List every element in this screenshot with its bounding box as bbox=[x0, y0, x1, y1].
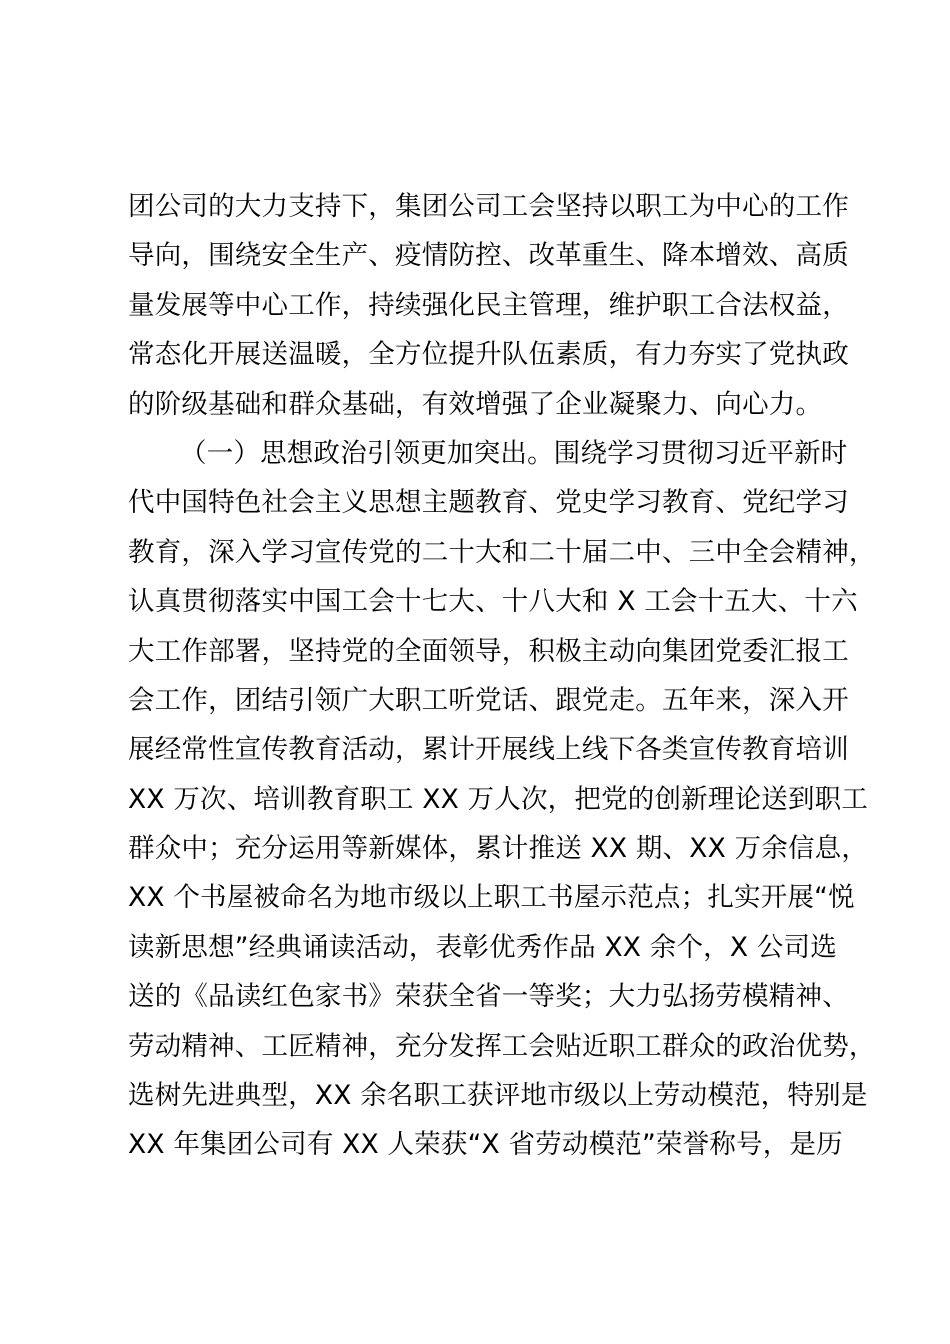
text-line: 认真贯彻落实中国工会十七大、十八大和 X 工会十五大、十六 bbox=[128, 586, 858, 618]
text-line: 读新思想”经典诵读活动，表彰优秀作品 XX 余个，X 公司选 bbox=[128, 931, 837, 963]
text-line: 教育，深入学习宣传党的二十大和二十届二中、三中全会精神， bbox=[128, 536, 876, 568]
text-line: XX 个书屋被命名为地市级以上职工书屋示范点；扎实开展“悦 bbox=[128, 882, 855, 914]
text-line: 选树先进典型，XX 余名职工获评地市级以上劳动模范，特别是 bbox=[128, 1080, 868, 1112]
text-line: 量发展等中心工作，持续强化民主管理，维护职工合法权益， bbox=[128, 289, 849, 321]
text-line: XX 万次、培训教育职工 XX 万人次，把党的创新理论送到职工 bbox=[128, 783, 869, 815]
text-line: 团公司的大力支持下，集团公司工会坚持以职工为中心的工作 bbox=[128, 191, 849, 222]
body-text bbox=[128, 182, 876, 1170]
text-line: 展经常性宣传教育活动，累计开展线上线下各类宣传教育培训 bbox=[128, 734, 849, 766]
section-heading-line: （一）思想政治引领更加突出。围绕学习贯彻习近平新时 bbox=[180, 437, 848, 469]
text-line: 群众中；充分运用等新媒体，累计推送 XX 期、XX 万余信息， bbox=[128, 833, 869, 865]
text-line: 送的《品读红色家书》荣获全省一等奖；大力弘扬劳模精神、 bbox=[128, 981, 849, 1013]
text-line: 会工作，团结引领广大职工听党话、跟党走。五年来，深入开 bbox=[128, 684, 849, 716]
text-line: 导向，围绕安全生产、疫情防控、改革重生、降本增效、高质 bbox=[128, 240, 849, 272]
text-line: 常态化开展送温暖，全方位提升队伍素质，有力夯实了党执政 bbox=[128, 339, 849, 371]
text-line: 大工作部署，坚持党的全面领导，积极主动向集团党委汇报工 bbox=[128, 635, 849, 667]
text-line: 代中国特色社会主义思想主题教育、党史学习教育、党纪学习 bbox=[128, 487, 849, 519]
text-line: 劳动精神、工匠精神，充分发挥工会贴近职工群众的政治优势， bbox=[128, 1030, 876, 1062]
text-line: 的阶级基础和群众基础，有效增强了企业凝聚力、向心力。 bbox=[128, 388, 823, 420]
text-line: XX 年集团公司有 XX 人荣获“X 省劳动模范”荣誉称号，是历 bbox=[128, 1129, 843, 1161]
